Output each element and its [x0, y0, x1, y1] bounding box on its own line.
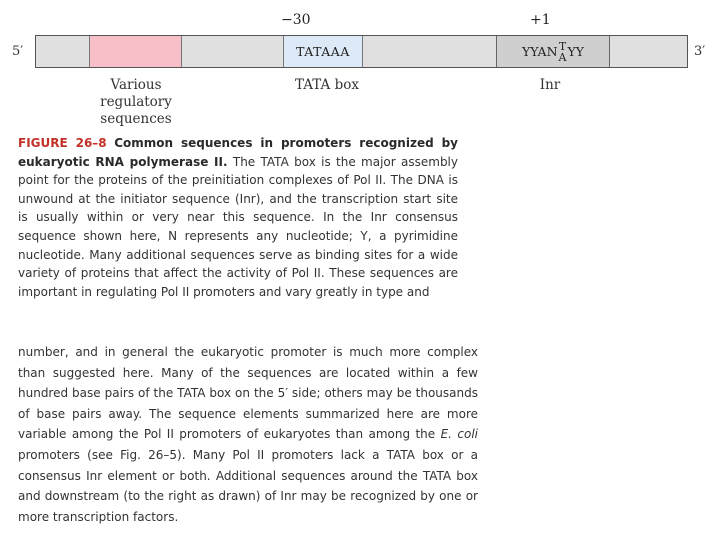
- inr-sequence-ambiguous-position: [559, 41, 567, 63]
- regulatory-label-line-2: regulatory: [100, 94, 172, 110]
- regulatory-label-line-1: Various: [110, 77, 162, 93]
- inr-sequence-prefix: YYAN: [522, 44, 558, 59]
- position-label-plus1: +1: [530, 12, 551, 28]
- inr-label: Inr: [539, 77, 561, 93]
- inr-sequence-suffix: YY: [567, 44, 584, 59]
- figure-caption-text: The TATA box is the major assembly point for the proteins of the preinitiation complexes of Pol II. The DNA is unwound at the initiator sequence (Inr), and the transcription start site is usually within or very near this sequence. In the Inr consensus sequence shown here, N represents any nucleotide; Y, a pyrimidine nucleotide. Many additional sequences serve as binding sites for a wide variety of proteins that affect the activity of Pol II. These sequences are important in regulating Pol II promoters and vary greatly in type and: [18, 154, 458, 299]
- inr-sequence: [522, 41, 584, 63]
- three-prime-end-label: 3′: [694, 44, 706, 59]
- tata-box-label: TATA box: [295, 77, 359, 93]
- dna-strand-bar: [35, 35, 688, 68]
- figure-caption: [18, 134, 458, 301]
- body-text-part-2: promoters (see Fig. 26–5). Many Pol II promoters lack a TATA box or a consensus Inr element or both. Additional sequences around the TATA box and downstream (to the right as drawn) of Inr may be recognized by one or more transcription factors.: [18, 447, 478, 524]
- body-paragraph: [18, 342, 478, 527]
- body-text-part-1: number, and in general the eukaryotic promoter is much more complex than suggested here. Many of the sequences are located within a few hundred base pairs of the TATA box on the 5′ side; others may be thousands of base pairs away. The sequence elements summarized here are more variable among the Pol II promoters of eukaryotes than among the: [18, 345, 478, 442]
- tata-box-sequence: TATAAA: [296, 44, 350, 59]
- tata-box-region: [283, 36, 363, 67]
- body-text-italic-ecoli: E. coli: [440, 427, 478, 442]
- figure-label: FIGURE 26–8: [18, 136, 107, 150]
- figure-title: Common sequences in promoters recognized by eukaryotic RNA polymerase II.: [18, 136, 458, 169]
- regulatory-sequences-label: [88, 77, 184, 128]
- regulatory-sequences-region: [89, 36, 182, 67]
- inr-sequence-stack-bottom: A: [558, 50, 567, 64]
- five-prime-end-label: 5′: [12, 44, 24, 59]
- promoter-diagram: [0, 0, 720, 135]
- position-label-minus30: −30: [281, 12, 311, 28]
- inr-sequence-stack-top: T: [558, 39, 567, 53]
- regulatory-label-line-3: sequences: [100, 111, 172, 127]
- inr-region: [496, 36, 610, 67]
